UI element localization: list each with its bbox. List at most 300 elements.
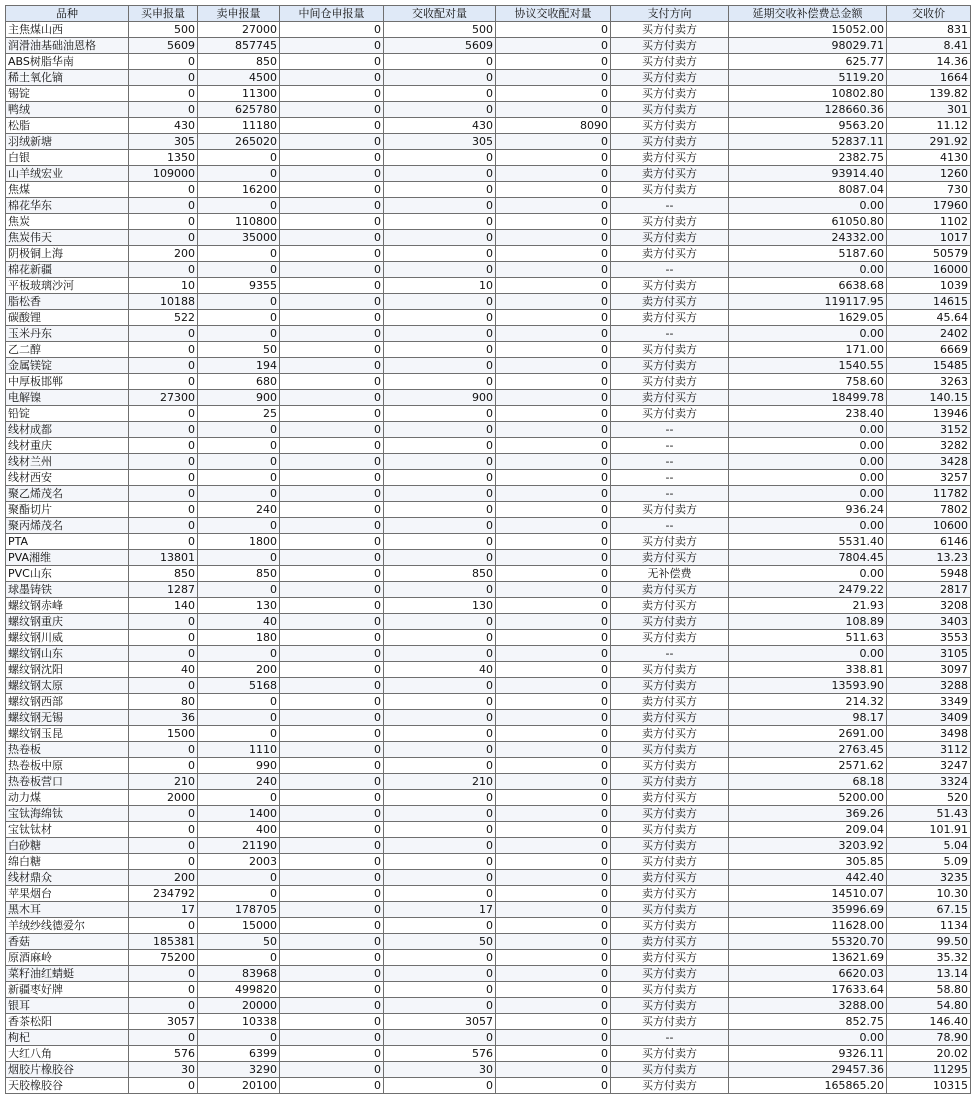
table-row [6,214,971,230]
cell-agreement-matched: 0 [496,742,611,758]
cell-delivery-matched: 0 [384,550,496,566]
cell-delivery-price: 5.09 [887,854,971,870]
cell-sell-declared: 0 [198,470,280,486]
cell-intermediate-declared: 0 [280,518,384,534]
cell-payment-direction: -- [611,518,729,534]
cell-compensation-total: 2382.75 [729,150,887,166]
cell-commodity: 碳酸锂 [6,310,129,326]
cell-compensation-total: 209.04 [729,822,887,838]
cell-sell-declared: 0 [198,710,280,726]
cell-buy-declared: 305 [129,134,198,150]
table-row [6,550,971,566]
cell-delivery-price: 3324 [887,774,971,790]
cell-payment-direction: 买方付卖方 [611,38,729,54]
cell-compensation-total: 18499.78 [729,390,887,406]
cell-compensation-total: 3203.92 [729,838,887,854]
table-row [6,982,971,998]
cell-commodity: 聚乙烯茂名 [6,486,129,502]
cell-intermediate-declared: 0 [280,630,384,646]
cell-buy-declared: 0 [129,262,198,278]
settlement-table-container [5,5,970,1094]
cell-delivery-price: 1017 [887,230,971,246]
cell-buy-declared: 75200 [129,950,198,966]
cell-compensation-total: 2691.00 [729,726,887,742]
cell-commodity: 白银 [6,150,129,166]
cell-delivery-matched: 0 [384,214,496,230]
cell-sell-declared: 0 [198,550,280,566]
cell-delivery-price: 3403 [887,614,971,630]
cell-agreement-matched: 0 [496,390,611,406]
cell-delivery-price: 51.43 [887,806,971,822]
cell-compensation-total: 6620.03 [729,966,887,982]
cell-agreement-matched: 0 [496,694,611,710]
cell-delivery-matched: 0 [384,310,496,326]
header-payment-direction: 支付方向 [611,6,729,22]
cell-delivery-price: 50579 [887,246,971,262]
cell-compensation-total: 17633.64 [729,982,887,998]
cell-buy-declared: 576 [129,1046,198,1062]
cell-sell-declared: 0 [198,1030,280,1046]
cell-delivery-price: 140.15 [887,390,971,406]
cell-intermediate-declared: 0 [280,838,384,854]
cell-agreement-matched: 0 [496,646,611,662]
cell-agreement-matched: 0 [496,902,611,918]
cell-buy-declared: 1350 [129,150,198,166]
table-row [6,838,971,854]
cell-delivery-matched: 500 [384,22,496,38]
cell-intermediate-declared: 0 [280,262,384,278]
table-row [6,310,971,326]
cell-delivery-price: 3208 [887,598,971,614]
cell-buy-declared: 0 [129,998,198,1014]
cell-intermediate-declared: 0 [280,1030,384,1046]
cell-buy-declared: 0 [129,742,198,758]
cell-buy-declared: 0 [129,406,198,422]
cell-buy-declared: 1287 [129,582,198,598]
cell-intermediate-declared: 0 [280,662,384,678]
cell-sell-declared: 2003 [198,854,280,870]
cell-delivery-matched: 0 [384,230,496,246]
cell-intermediate-declared: 0 [280,214,384,230]
cell-delivery-matched: 210 [384,774,496,790]
cell-buy-declared: 80 [129,694,198,710]
cell-intermediate-declared: 0 [280,150,384,166]
cell-delivery-matched: 0 [384,950,496,966]
cell-delivery-price: 3428 [887,454,971,470]
cell-agreement-matched: 0 [496,294,611,310]
table-row [6,790,971,806]
cell-buy-declared: 40 [129,662,198,678]
table-row [6,470,971,486]
cell-delivery-price: 831 [887,22,971,38]
cell-compensation-total: 29457.36 [729,1062,887,1078]
cell-sell-declared: 50 [198,934,280,950]
table-row [6,86,971,102]
cell-sell-declared: 0 [198,326,280,342]
cell-buy-declared: 109000 [129,166,198,182]
table-row [6,54,971,70]
cell-commodity: 螺纹钢赤峰 [6,598,129,614]
cell-delivery-matched: 430 [384,118,496,134]
cell-intermediate-declared: 0 [280,470,384,486]
cell-commodity: 线材兰州 [6,454,129,470]
cell-commodity: 聚酯切片 [6,502,129,518]
cell-commodity: 聚丙烯茂名 [6,518,129,534]
cell-intermediate-declared: 0 [280,310,384,326]
cell-sell-declared: 850 [198,54,280,70]
cell-compensation-total: 852.75 [729,1014,887,1030]
cell-intermediate-declared: 0 [280,438,384,454]
cell-agreement-matched: 8090 [496,118,611,134]
cell-sell-declared: 110800 [198,214,280,230]
cell-payment-direction: 买方付卖方 [611,614,729,630]
cell-commodity: 棉花华东 [6,198,129,214]
cell-buy-declared: 0 [129,838,198,854]
cell-agreement-matched: 0 [496,278,611,294]
cell-intermediate-declared: 0 [280,1062,384,1078]
cell-delivery-matched: 0 [384,582,496,598]
table-row [6,182,971,198]
cell-sell-declared: 11180 [198,118,280,134]
cell-compensation-total: 238.40 [729,406,887,422]
cell-sell-declared: 0 [198,294,280,310]
cell-payment-direction: 卖方付买方 [611,582,729,598]
cell-delivery-matched: 0 [384,710,496,726]
cell-intermediate-declared: 0 [280,374,384,390]
cell-buy-declared: 0 [129,454,198,470]
cell-compensation-total: 24332.00 [729,230,887,246]
cell-buy-declared: 0 [129,54,198,70]
table-row [6,374,971,390]
table-row [6,1078,971,1094]
cell-delivery-price: 4130 [887,150,971,166]
cell-delivery-matched: 0 [384,678,496,694]
cell-agreement-matched: 0 [496,998,611,1014]
cell-payment-direction: 买方付卖方 [611,534,729,550]
cell-payment-direction: -- [611,470,729,486]
cell-buy-declared: 522 [129,310,198,326]
cell-intermediate-declared: 0 [280,86,384,102]
cell-commodity: 线材西安 [6,470,129,486]
cell-delivery-price: 45.64 [887,310,971,326]
table-row [6,502,971,518]
header-delivery-price: 交收价 [887,6,971,22]
cell-compensation-total: 0.00 [729,262,887,278]
table-row [6,806,971,822]
cell-compensation-total: 7804.45 [729,550,887,566]
cell-delivery-price: 3112 [887,742,971,758]
cell-delivery-price: 3553 [887,630,971,646]
cell-intermediate-declared: 0 [280,406,384,422]
table-body [6,22,971,1094]
cell-payment-direction: 买方付卖方 [611,982,729,998]
cell-agreement-matched: 0 [496,486,611,502]
cell-payment-direction: 卖方付买方 [611,294,729,310]
table-row [6,710,971,726]
cell-buy-declared: 0 [129,1030,198,1046]
cell-compensation-total: 0.00 [729,1030,887,1046]
settlement-table [5,5,971,1094]
cell-commodity: 螺纹钢川威 [6,630,129,646]
cell-compensation-total: 8087.04 [729,182,887,198]
cell-agreement-matched: 0 [496,230,611,246]
cell-delivery-matched: 0 [384,470,496,486]
cell-buy-declared: 185381 [129,934,198,950]
cell-delivery-matched: 0 [384,70,496,86]
cell-sell-declared: 900 [198,390,280,406]
table-row [6,262,971,278]
cell-sell-declared: 240 [198,774,280,790]
cell-payment-direction: 买方付卖方 [611,1046,729,1062]
cell-commodity: 热卷板 [6,742,129,758]
cell-compensation-total: 5531.40 [729,534,887,550]
cell-buy-declared: 0 [129,822,198,838]
cell-sell-declared: 990 [198,758,280,774]
cell-intermediate-declared: 0 [280,134,384,150]
cell-delivery-price: 6669 [887,342,971,358]
cell-payment-direction: 买方付卖方 [611,918,729,934]
cell-delivery-matched: 305 [384,134,496,150]
cell-sell-declared: 499820 [198,982,280,998]
cell-intermediate-declared: 0 [280,918,384,934]
cell-agreement-matched: 0 [496,1062,611,1078]
cell-intermediate-declared: 0 [280,726,384,742]
cell-sell-declared: 11300 [198,86,280,102]
cell-agreement-matched: 0 [496,38,611,54]
cell-payment-direction: 卖方付买方 [611,310,729,326]
cell-sell-declared: 4500 [198,70,280,86]
cell-delivery-price: 16000 [887,262,971,278]
cell-buy-declared: 0 [129,1078,198,1094]
cell-intermediate-declared: 0 [280,694,384,710]
cell-agreement-matched: 0 [496,582,611,598]
cell-sell-declared: 0 [198,422,280,438]
cell-buy-declared: 0 [129,502,198,518]
table-row [6,822,971,838]
table-row [6,854,971,870]
cell-buy-declared: 0 [129,918,198,934]
cell-agreement-matched: 0 [496,22,611,38]
cell-commodity: 螺纹钢山东 [6,646,129,662]
cell-delivery-price: 99.50 [887,934,971,950]
cell-compensation-total: 6638.68 [729,278,887,294]
cell-buy-declared: 0 [129,230,198,246]
table-row [6,1062,971,1078]
cell-payment-direction: 卖方付买方 [611,390,729,406]
cell-delivery-price: 1102 [887,214,971,230]
cell-payment-direction: 卖方付买方 [611,950,729,966]
cell-intermediate-declared: 0 [280,166,384,182]
cell-payment-direction: 买方付卖方 [611,838,729,854]
cell-sell-declared: 3290 [198,1062,280,1078]
cell-buy-declared: 0 [129,854,198,870]
cell-sell-declared: 400 [198,822,280,838]
cell-intermediate-declared: 0 [280,678,384,694]
cell-delivery-matched: 0 [384,358,496,374]
header-commodity: 品种 [6,6,129,22]
cell-delivery-matched: 0 [384,1078,496,1094]
table-row [6,118,971,134]
cell-agreement-matched: 0 [496,774,611,790]
cell-payment-direction: 买方付卖方 [611,358,729,374]
cell-delivery-matched: 0 [384,54,496,70]
cell-delivery-matched: 0 [384,854,496,870]
cell-sell-declared: 265020 [198,134,280,150]
cell-delivery-matched: 0 [384,294,496,310]
cell-delivery-price: 730 [887,182,971,198]
cell-agreement-matched: 0 [496,678,611,694]
cell-delivery-price: 1260 [887,166,971,182]
cell-sell-declared: 83968 [198,966,280,982]
cell-sell-declared: 35000 [198,230,280,246]
cell-commodity: 铅锭 [6,406,129,422]
cell-payment-direction: 卖方付买方 [611,726,729,742]
cell-payment-direction: 卖方付买方 [611,150,729,166]
cell-agreement-matched: 0 [496,502,611,518]
cell-commodity: 枸杞 [6,1030,129,1046]
cell-buy-declared: 0 [129,214,198,230]
table-row [6,22,971,38]
cell-sell-declared: 20000 [198,998,280,1014]
cell-commodity: 脂松香 [6,294,129,310]
cell-commodity: 苹果烟台 [6,886,129,902]
cell-agreement-matched: 0 [496,1030,611,1046]
cell-payment-direction: 买方付卖方 [611,630,729,646]
cell-commodity: 阴极铜上海 [6,246,129,262]
cell-delivery-matched: 0 [384,790,496,806]
cell-commodity: 羽绒新塘 [6,134,129,150]
cell-buy-declared: 10188 [129,294,198,310]
cell-compensation-total: 0.00 [729,470,887,486]
cell-delivery-price: 6146 [887,534,971,550]
cell-sell-declared: 0 [198,262,280,278]
cell-buy-declared: 850 [129,566,198,582]
cell-delivery-matched: 0 [384,966,496,982]
cell-compensation-total: 369.26 [729,806,887,822]
cell-intermediate-declared: 0 [280,1078,384,1094]
cell-sell-declared: 1800 [198,534,280,550]
cell-commodity: 羊绒纱线德爱尔 [6,918,129,934]
table-row [6,38,971,54]
cell-delivery-matched: 850 [384,566,496,582]
cell-delivery-matched: 0 [384,486,496,502]
cell-sell-declared: 0 [198,646,280,662]
cell-compensation-total: 511.63 [729,630,887,646]
cell-agreement-matched: 0 [496,854,611,870]
cell-agreement-matched: 0 [496,550,611,566]
cell-commodity: PVA湘维 [6,550,129,566]
cell-buy-declared: 17 [129,902,198,918]
cell-agreement-matched: 0 [496,262,611,278]
cell-agreement-matched: 0 [496,662,611,678]
cell-buy-declared: 500 [129,22,198,38]
cell-agreement-matched: 0 [496,710,611,726]
cell-sell-declared: 1110 [198,742,280,758]
cell-delivery-price: 3282 [887,438,971,454]
cell-commodity: 宝钛海绵钛 [6,806,129,822]
cell-agreement-matched: 0 [496,134,611,150]
cell-intermediate-declared: 0 [280,758,384,774]
cell-sell-declared: 15000 [198,918,280,934]
cell-agreement-matched: 0 [496,438,611,454]
cell-commodity: 山羊绒宏业 [6,166,129,182]
cell-sell-declared: 0 [198,518,280,534]
cell-delivery-price: 5948 [887,566,971,582]
cell-compensation-total: 21.93 [729,598,887,614]
cell-delivery-price: 7802 [887,502,971,518]
cell-buy-declared: 0 [129,646,198,662]
cell-compensation-total: 2479.22 [729,582,887,598]
cell-commodity: 线材重庆 [6,438,129,454]
cell-compensation-total: 0.00 [729,438,887,454]
table-row [6,454,971,470]
cell-intermediate-declared: 0 [280,22,384,38]
cell-buy-declared: 140 [129,598,198,614]
cell-delivery-matched: 0 [384,438,496,454]
cell-sell-declared: 25 [198,406,280,422]
cell-commodity: 黑木耳 [6,902,129,918]
cell-agreement-matched: 0 [496,326,611,342]
table-row [6,518,971,534]
cell-intermediate-declared: 0 [280,982,384,998]
cell-commodity: 金属镁锭 [6,358,129,374]
cell-delivery-matched: 0 [384,646,496,662]
cell-buy-declared: 0 [129,806,198,822]
cell-payment-direction: -- [611,1030,729,1046]
table-row [6,342,971,358]
cell-agreement-matched: 0 [496,1078,611,1094]
cell-compensation-total: 0.00 [729,566,887,582]
cell-commodity: 白砂糖 [6,838,129,854]
cell-delivery-matched: 0 [384,150,496,166]
cell-delivery-matched: 0 [384,806,496,822]
cell-compensation-total: 52837.11 [729,134,887,150]
cell-payment-direction: -- [611,326,729,342]
cell-sell-declared: 0 [198,150,280,166]
cell-compensation-total: 0.00 [729,518,887,534]
cell-intermediate-declared: 0 [280,806,384,822]
cell-intermediate-declared: 0 [280,966,384,982]
cell-commodity: 鸭绒 [6,102,129,118]
cell-sell-declared: 40 [198,614,280,630]
cell-delivery-price: 10.30 [887,886,971,902]
cell-compensation-total: 625.77 [729,54,887,70]
header-agreement-matched: 协议交收配对量 [496,6,611,22]
cell-buy-declared: 0 [129,102,198,118]
cell-intermediate-declared: 0 [280,486,384,502]
cell-intermediate-declared: 0 [280,294,384,310]
cell-compensation-total: 10802.80 [729,86,887,102]
cell-commodity: 电解镍 [6,390,129,406]
cell-delivery-matched: 900 [384,390,496,406]
cell-intermediate-declared: 0 [280,198,384,214]
cell-sell-declared: 178705 [198,902,280,918]
cell-payment-direction: 买方付卖方 [611,662,729,678]
cell-delivery-price: 14615 [887,294,971,310]
cell-sell-declared: 0 [198,246,280,262]
cell-buy-declared: 234792 [129,886,198,902]
table-row [6,918,971,934]
cell-agreement-matched: 0 [496,726,611,742]
cell-buy-declared: 30 [129,1062,198,1078]
cell-delivery-price: 3247 [887,758,971,774]
table-row [6,102,971,118]
cell-agreement-matched: 0 [496,614,611,630]
cell-sell-declared: 27000 [198,22,280,38]
cell-delivery-price: 15485 [887,358,971,374]
cell-payment-direction: 买方付卖方 [611,854,729,870]
cell-delivery-price: 3263 [887,374,971,390]
